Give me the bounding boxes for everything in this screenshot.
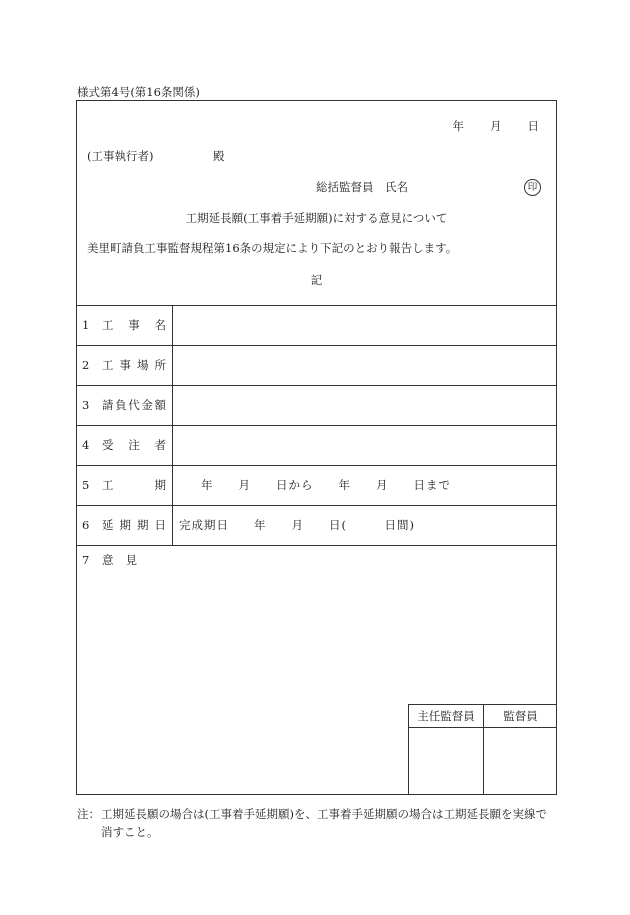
- row-contract-amount: [77, 385, 556, 425]
- report-form: [76, 100, 557, 795]
- form-number: 様式第4号(第16条関係): [77, 85, 200, 99]
- row-label: 工事名: [102, 318, 166, 332]
- report-statement: 美里町請負工事監督規程第16条の規定により下記のとおり報告します。: [87, 241, 458, 255]
- date-line: 年 月 日: [452, 119, 540, 133]
- seal-icon: 印: [524, 179, 541, 196]
- row-number: 2: [82, 358, 90, 372]
- row-number: 3: [82, 398, 90, 412]
- supervisor-stamp-cell: [484, 728, 557, 794]
- row-project-name: [77, 305, 556, 345]
- footnote: [77, 805, 552, 841]
- chief-supervisor-header: 主任監督員: [417, 709, 475, 723]
- row-extension-date: [77, 505, 556, 545]
- row-number: 6: [82, 518, 90, 532]
- row-contractor: [77, 425, 556, 465]
- recipient: (工事執行者): [87, 149, 154, 163]
- row-number: 1: [82, 318, 90, 332]
- supervisor-header: 監督員: [503, 709, 538, 723]
- row-label: 工事場所: [102, 358, 166, 372]
- construction-period-value: 年 月 日から 年 月 日まで: [201, 478, 451, 492]
- row-label: 請負代金額: [102, 398, 166, 412]
- supervisor-name-label: 総括監督員 氏名: [316, 180, 408, 194]
- label-column-divider: [172, 305, 173, 545]
- row-label: 受注者: [102, 438, 166, 452]
- row-label: 延期期日: [102, 518, 166, 532]
- row-number: 4: [82, 438, 90, 452]
- document-subject: 工期延長願(工事着手延期願)に対する意見について: [185, 211, 448, 225]
- row-number: 7: [82, 553, 90, 567]
- extension-date-value: 完成期日 年 月 日( 日間): [179, 518, 415, 532]
- honorific: 殿: [213, 149, 225, 163]
- row-number: 5: [82, 478, 90, 492]
- approval-stamp-table: [408, 704, 556, 794]
- row-label: 工期: [102, 478, 166, 492]
- chief-supervisor-stamp-cell: [409, 728, 483, 794]
- opinion-label: 意見: [102, 553, 149, 567]
- row-construction-period: [77, 465, 556, 505]
- footnote-prefix: 注：: [77, 807, 100, 821]
- footnote-text: 工期延長願の場合は(工事着手延期願)を、工事着手延期願の場合は工期延長願を実線で消すこと。: [101, 807, 547, 839]
- row-project-location: [77, 345, 556, 385]
- ki-marker: 記: [310, 273, 323, 287]
